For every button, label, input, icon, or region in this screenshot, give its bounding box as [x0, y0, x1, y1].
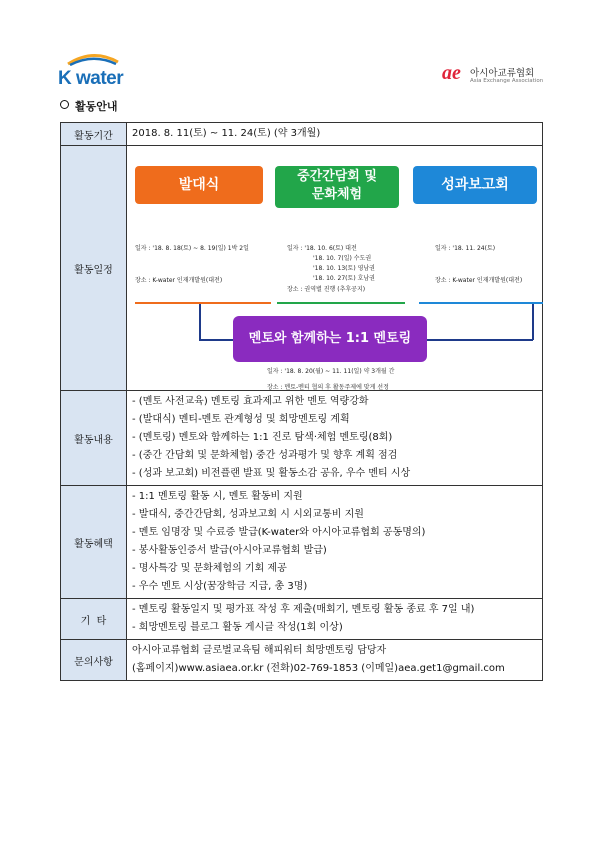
connector-line: [532, 304, 534, 340]
activity-table: [60, 122, 543, 681]
section-title: 활동안내: [60, 98, 118, 114]
period-label: 활동기간: [61, 123, 127, 146]
period-value: 2018. 8. 11(토) ~ 11. 24(토) (약 3개월): [127, 123, 543, 146]
schedule-label: 활동일정: [61, 146, 127, 391]
connector-line: [427, 339, 533, 341]
midterm-title-line2: 문화체험: [311, 187, 363, 202]
list-item: - 발대식, 중간간담회, 성과보고회 시 시외교통비 지원: [132, 509, 364, 520]
report-box: 성과보고회: [413, 166, 537, 204]
table-row-benefits: [61, 486, 543, 599]
report-date: 일자 : '18. 11. 24(토): [435, 245, 496, 252]
ae-org-sub: Asia Exchange Association: [470, 78, 544, 84]
list-item: - (성과 보고회) 비전플랜 발표 및 활동소감 공유, 우수 멘티 시상: [132, 468, 411, 479]
midterm-underline: [277, 302, 405, 304]
midterm-place: 장소 : 권역별 진행 (추후공지): [287, 286, 366, 293]
asia-exchange-logo: [440, 62, 560, 92]
schedule-cell: [127, 146, 543, 391]
list-item: - (중간 간담회 및 문화체험) 중간 성과평가 및 향후 계획 점검: [132, 450, 398, 461]
launch-date: 일자 : '18. 8. 18(토) ~ 8. 19(일) 1박 2일: [135, 245, 249, 252]
ae-mark-icon: ae: [442, 62, 461, 84]
table-row-content: [61, 391, 543, 486]
benefits-label: 활동혜택: [61, 486, 127, 599]
report-underline: [419, 302, 543, 304]
contact-line-1: 아시아교류협회 글로벌교육팀 해피워터 희망멘토링 담당자: [132, 645, 387, 656]
list-item: - 봉사활동인증서 발급(아시아교류협회 발급): [132, 545, 327, 556]
etc-label: 기 타: [61, 599, 127, 640]
midterm-title-line1: 중간간담회 및: [297, 169, 377, 184]
etc-list: [127, 599, 543, 640]
mentoring-place: 장소 : 멘토-멘티 협의 후 활동주제에 맞게 선정: [267, 384, 389, 391]
midterm-date-2: '18. 10. 7(일) 수도권: [313, 255, 372, 262]
launch-underline: [135, 302, 271, 304]
list-item: - 우수 멘토 시상(꿈장학금 지급, 총 3명): [132, 581, 308, 592]
content-label: 활동내용: [61, 391, 127, 486]
connector-line: [199, 304, 201, 340]
mentoring-box: 멘토와 함께하는 1:1 멘토링: [233, 316, 427, 362]
list-item: - 멘토링 활동일지 및 평가표 작성 후 제출(매회기, 멘토링 활동 종료 후 7일 내): [132, 604, 475, 615]
table-row-etc: [61, 599, 543, 640]
midterm-date-3: '18. 10. 13(토) 영남권: [313, 265, 375, 272]
list-item: - 희망멘토링 블로그 활동 게시글 작성(1회 이상): [132, 622, 343, 633]
report-place: 장소 : K-water 인재개발원(대전): [435, 277, 523, 284]
table-row-contact: [61, 640, 543, 681]
kwater-wave-icon: [66, 52, 120, 66]
ae-org-name: 아시아교류협회: [470, 68, 535, 79]
contact-label: 문의사항: [61, 640, 127, 681]
launch-place: 장소 : K-water 인재개발원(대전): [135, 277, 223, 284]
list-item: - (멘토 사전교육) 멘토링 효과제고 위한 멘토 역량강화: [132, 396, 369, 407]
list-item: - (발대식) 멘티-멘토 관계형성 및 희망멘토링 계획: [132, 414, 350, 425]
kwater-logo: [58, 52, 128, 92]
list-item: - (멘토링) 멘토와 함께하는 1:1 진로 탐색·체험 멘토링(8회): [132, 432, 393, 443]
content-list: [127, 391, 543, 486]
table-row-schedule: [61, 146, 543, 391]
mentoring-date: 일자 : '18. 8. 20(월) ~ 11. 11(일) 약 3개월 간: [267, 368, 395, 375]
launch-box: 발대식: [135, 166, 263, 204]
table-row-period: [61, 123, 543, 146]
contact-info: [127, 640, 543, 681]
list-item: - 멘토 임명장 및 수료증 발급(K-water와 아시아교류협회 공동명의): [132, 527, 426, 538]
benefits-list: [127, 486, 543, 599]
midterm-box: [275, 166, 399, 208]
list-item: - 명사특강 및 문화체험의 기회 제공: [132, 563, 287, 574]
midterm-date-1: 일자 : '18. 10. 6(토) 대전: [287, 245, 357, 252]
midterm-date-4: '18. 10. 27(토) 호남권: [313, 275, 375, 282]
circle-bullet-icon: [60, 100, 69, 109]
kwater-logo-text: K water: [58, 68, 124, 89]
list-item: - 1:1 멘토링 활동 시, 멘토 활동비 지원: [132, 491, 303, 502]
schedule-diagram: [127, 146, 542, 390]
contact-line-2: (홈페이지)www.asiaea.or.kr (전화)02-769-1853 (이메일)aea.get1@gmail.com: [132, 663, 505, 674]
